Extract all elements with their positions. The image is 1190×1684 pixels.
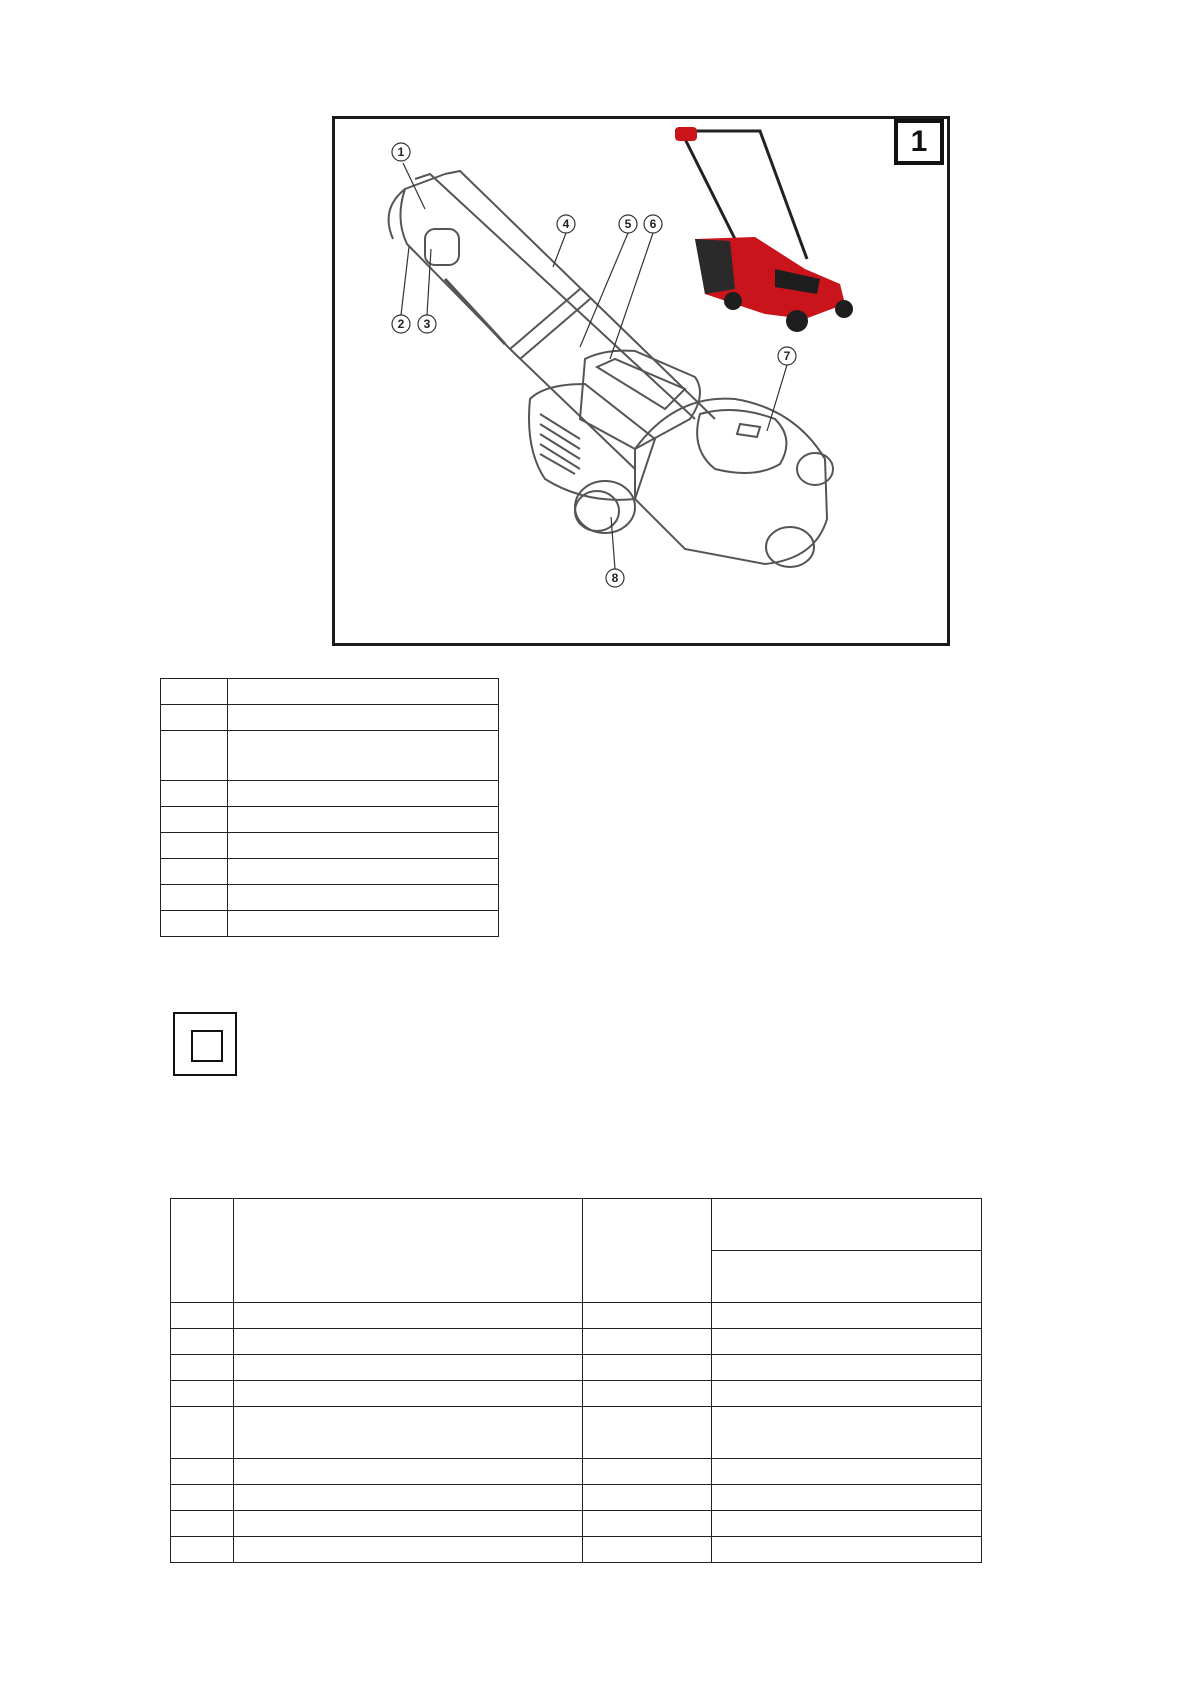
table-row xyxy=(171,1329,982,1355)
callout-6 xyxy=(610,215,662,359)
spec-cell xyxy=(171,1355,234,1381)
part-label-cell xyxy=(228,781,499,807)
figure-number-badge: 1 xyxy=(894,119,944,165)
spec-cell xyxy=(171,1303,234,1329)
callout-7 xyxy=(767,347,796,431)
part-label-cell xyxy=(228,885,499,911)
spec-cell xyxy=(171,1537,234,1563)
part-label-cell xyxy=(228,833,499,859)
table-row xyxy=(171,1459,982,1485)
callout-label-4: 4 xyxy=(562,217,570,231)
part-number-cell xyxy=(161,885,228,911)
spec-cell xyxy=(233,1329,583,1355)
spec-cell xyxy=(583,1537,712,1563)
callout-label-5: 5 xyxy=(624,217,632,231)
part-label-cell xyxy=(228,705,499,731)
figure-1 xyxy=(332,116,950,646)
spec-cell xyxy=(171,1485,234,1511)
spec-cell xyxy=(712,1485,982,1511)
spec-cell xyxy=(233,1355,583,1381)
part-number-cell xyxy=(161,781,228,807)
specs-table xyxy=(170,1198,982,1563)
spec-cell xyxy=(712,1329,982,1355)
spec-cell xyxy=(712,1511,982,1537)
callout-label-6: 6 xyxy=(649,217,657,231)
part-number-cell xyxy=(161,705,228,731)
table-row xyxy=(171,1303,982,1329)
table-row xyxy=(161,679,499,705)
mower-line-art xyxy=(389,171,833,567)
spec-cell xyxy=(171,1407,234,1459)
table-row xyxy=(161,807,499,833)
callout-label-1: 1 xyxy=(397,145,405,159)
spec-cell xyxy=(171,1381,234,1407)
spec-cell xyxy=(583,1485,712,1511)
spec-cell xyxy=(171,1329,234,1355)
table-row xyxy=(161,705,499,731)
spec-cell xyxy=(583,1381,712,1407)
callout-label-8: 8 xyxy=(611,571,619,585)
part-label-cell xyxy=(228,911,499,937)
header-cell xyxy=(712,1251,982,1303)
part-label-cell xyxy=(228,679,499,705)
part-number-cell xyxy=(161,911,228,937)
spec-cell xyxy=(583,1303,712,1329)
spec-cell xyxy=(233,1485,583,1511)
lawnmower-illustration xyxy=(335,119,947,643)
table-row xyxy=(161,781,499,807)
table-row xyxy=(161,885,499,911)
callout-5 xyxy=(580,215,637,347)
table-row xyxy=(171,1407,982,1459)
header-cell xyxy=(583,1199,712,1303)
spec-cell xyxy=(233,1303,583,1329)
part-number-cell xyxy=(161,679,228,705)
part-label-cell xyxy=(228,807,499,833)
callouts xyxy=(392,143,796,587)
part-number-cell xyxy=(161,731,228,781)
spec-cell xyxy=(712,1459,982,1485)
parts-table xyxy=(160,678,499,937)
table-row xyxy=(161,833,499,859)
part-number-cell xyxy=(161,807,228,833)
table-row xyxy=(171,1355,982,1381)
spec-cell xyxy=(712,1303,982,1329)
spec-cell xyxy=(171,1459,234,1485)
table-header-row xyxy=(171,1199,982,1251)
part-label-cell xyxy=(228,859,499,885)
spec-cell xyxy=(583,1511,712,1537)
spec-cell xyxy=(233,1407,583,1459)
table-row xyxy=(171,1485,982,1511)
header-cell xyxy=(171,1199,234,1303)
spec-cell xyxy=(583,1407,712,1459)
table-row xyxy=(171,1381,982,1407)
callout-label-2: 2 xyxy=(397,317,405,331)
table-row xyxy=(171,1511,982,1537)
callout-label-7: 7 xyxy=(783,349,791,363)
table-row xyxy=(161,859,499,885)
spec-cell xyxy=(171,1511,234,1537)
spec-cell xyxy=(233,1381,583,1407)
double-square-icon xyxy=(173,1012,237,1076)
part-number-cell xyxy=(161,859,228,885)
spec-cell xyxy=(583,1329,712,1355)
spec-cell xyxy=(233,1511,583,1537)
spec-cell xyxy=(712,1381,982,1407)
spec-cell xyxy=(233,1459,583,1485)
spec-cell xyxy=(712,1355,982,1381)
spec-cell xyxy=(583,1459,712,1485)
table-row xyxy=(161,731,499,781)
spec-cell xyxy=(712,1407,982,1459)
table-row xyxy=(171,1537,982,1563)
part-number-cell xyxy=(161,833,228,859)
part-label-cell xyxy=(228,731,499,781)
mower-photo xyxy=(675,127,853,332)
table-row xyxy=(161,911,499,937)
spec-cell xyxy=(583,1355,712,1381)
double-square-inner xyxy=(191,1030,223,1062)
header-cell xyxy=(712,1199,982,1251)
header-cell xyxy=(233,1199,583,1303)
spec-cell xyxy=(233,1537,583,1563)
callout-label-3: 3 xyxy=(423,317,431,331)
spec-cell xyxy=(712,1537,982,1563)
